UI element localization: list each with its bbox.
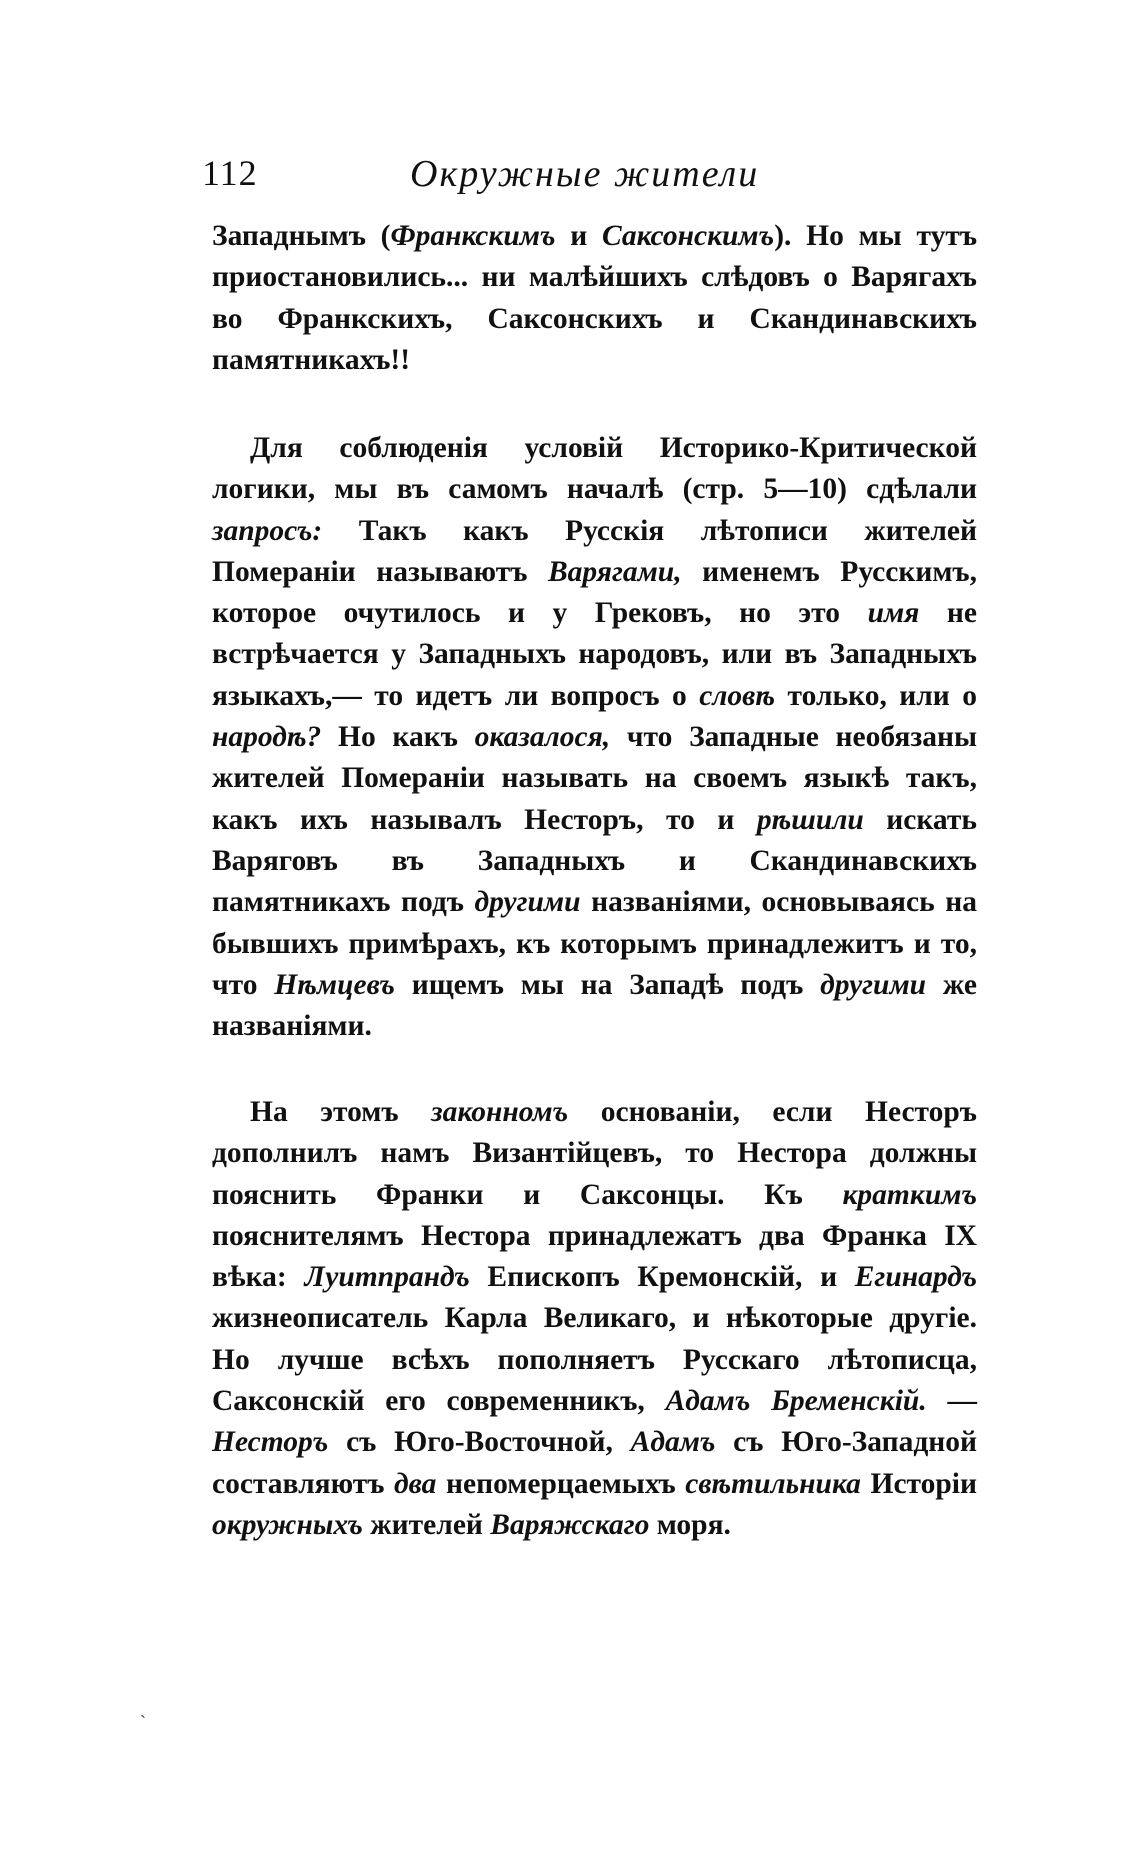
text-run: Такъ какъ Русскія лѣтописи жителей Помераніи называютъ [212, 514, 977, 588]
text-run: не встрѣчается у Западныхъ народовъ, или въ Западныхъ языкахъ,— то идетъ ли вопросъ о [212, 597, 977, 712]
paragraph-3 [212, 1092, 977, 1546]
text-run: На этомъ [250, 1096, 432, 1128]
italic-text-run: словѣ [699, 679, 776, 712]
text-run: съ Юго-Восточной, [328, 1426, 631, 1459]
italic-text-run: законномъ [431, 1096, 569, 1128]
italic-text-run: Нѣмцевъ [274, 968, 395, 1001]
text-run: — [926, 1385, 977, 1418]
italic-text-run: два [394, 1467, 437, 1500]
italic-text-run: Адамъ [630, 1426, 716, 1459]
italic-text-run: окружныхъ [212, 1508, 363, 1541]
italic-text-run: другими [474, 886, 581, 919]
italic-text-run: Саксонскимъ [602, 220, 775, 252]
text-run: же названіями. [212, 968, 977, 1043]
italic-text-run: Варягами, [547, 555, 682, 588]
text-run: Но какъ [321, 721, 475, 754]
text-run: только, или о [775, 679, 977, 712]
italic-text-run: свѣтильника [685, 1467, 861, 1500]
italic-text-run: другими [820, 968, 927, 1001]
italic-text-run: Варяжскаго [490, 1508, 650, 1541]
text-run: искать Варяговъ въ Западныхъ и Скандинавскихъ памятникахъ подъ [212, 803, 977, 919]
italic-text-run: народѣ? [212, 721, 322, 754]
italic-text-run: рѣшили [756, 803, 864, 836]
paragraph-2 [212, 428, 977, 1047]
text-run: что Западные необязаны жителей Помераніи называть на своемъ языкѣ такъ, какъ ихъ называлъ Несторъ, то и [212, 721, 977, 836]
text-run: названіями, основываясь на бывшихъ примѣрахъ, къ которымъ принадлежитъ и то, что [212, 886, 977, 1001]
italic-text-run: имя [867, 597, 920, 630]
text-run: Западнымъ ( [212, 220, 391, 252]
text-run: жизнеописатель Карла Великаго, и нѣкоторые другіе. Но лучше всѣхъ пополняетъ Русскаго лѣтописца, Саксонскій его современникъ, [212, 1302, 977, 1418]
text-run: съ Юго-Западной составляютъ [212, 1426, 977, 1500]
italic-text-run: Луитпрандъ [304, 1261, 470, 1294]
text-run: ). Но мы тутъ приостановились... ни малѣйшихъ слѣдовъ о Варягахъ во Франкскихъ, Саксонскихъ и Скандинавскихъ памятникахъ!! [212, 220, 978, 376]
paragraph-1 [212, 216, 977, 381]
italic-text-run: краткимъ [842, 1178, 977, 1211]
italic-text-run: Егинардъ [854, 1261, 977, 1294]
text-run: пояснителямъ Нестора принадлежатъ два Франка IX вѣка: [212, 1219, 977, 1294]
text-run: именемъ Русскимъ, которое очутилось и у Грековъ, но это [212, 555, 978, 630]
italic-text-run: оказалося, [474, 721, 611, 754]
page-header [202, 152, 982, 212]
print-speck-mark: ˎ [140, 1698, 146, 1718]
text-run: ищемъ мы на Западѣ подъ [394, 968, 821, 1001]
text-run: жителей [362, 1508, 491, 1541]
text-run: Епископъ Кремонскій, и [469, 1261, 855, 1294]
text-run: и [555, 220, 603, 252]
italic-text-run: Франкскимъ [390, 220, 556, 252]
italic-text-run: запросъ: [212, 514, 323, 547]
text-run: непомерцаемыхъ [436, 1467, 686, 1500]
running-title: Окружные жители [410, 153, 760, 195]
page-number: 112 [202, 153, 258, 193]
italic-text-run: Адамъ Бременскій. [665, 1385, 927, 1418]
italic-text-run: Несторъ [212, 1426, 329, 1459]
text-run: основаніи, если Несторъ дополнилъ намъ Византійцевъ, то Нестора должны пояснить Франки и Саксонцы. Къ [212, 1096, 978, 1211]
text-run: Для соблюденія условій Историко-Критической логики, мы въ самомъ началѣ (стр. 5—10) сдѣлали [212, 432, 977, 506]
text-run: моря. [649, 1508, 731, 1541]
text-run: Исторіи [860, 1467, 977, 1500]
